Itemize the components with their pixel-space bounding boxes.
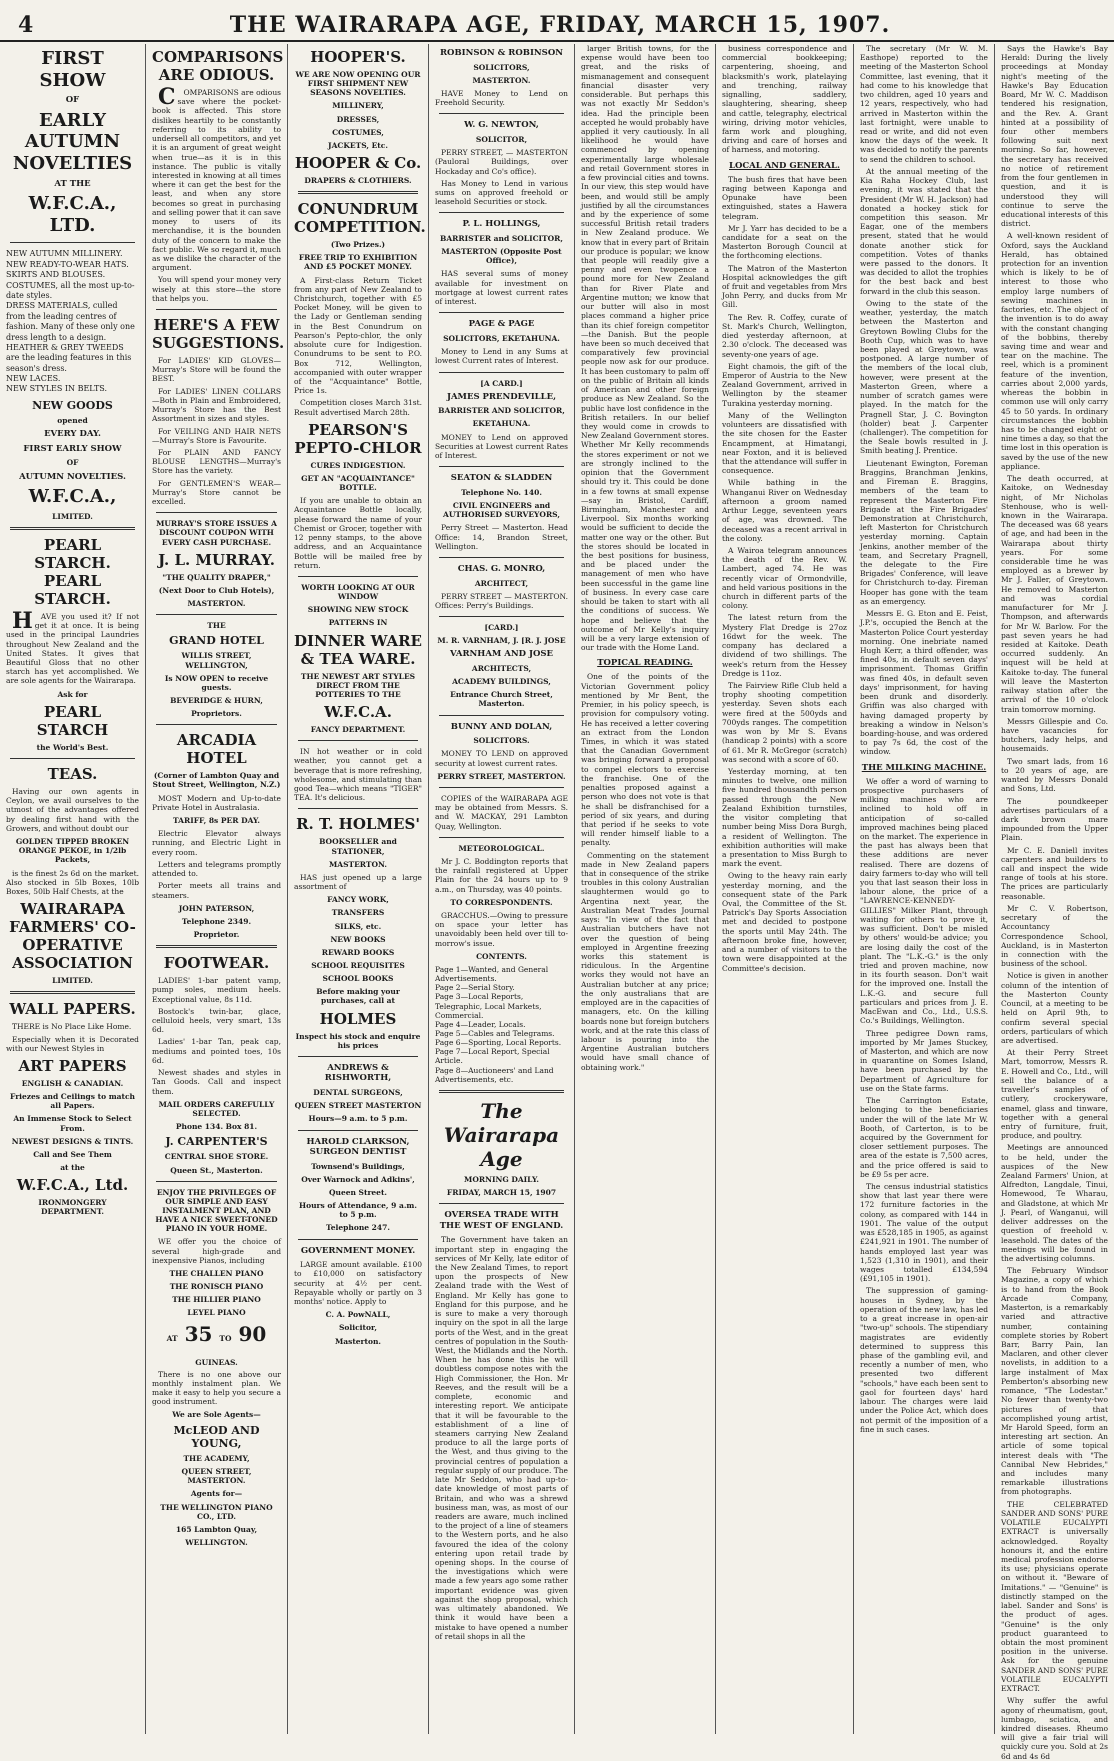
arcadia-tariff: TARIFF, 8s PER DAY. [172, 816, 261, 826]
showing-stock: SHOWING NEW STOCK [307, 605, 409, 615]
local-item: Three pedigree Down rams, imported by Mr James Stuckey, of Masterton, and which are now in quarantine on Somes Island, have been purchased by the Department of Agriculture for use on the State farms. [860, 1028, 988, 1093]
hollings-body: HAS several sums of money available for investment on mortgage at lowest current rates of interest. [435, 269, 568, 307]
opened: opened [57, 416, 88, 426]
two-prizes: (Two Prizes.) [330, 240, 386, 250]
local-item: Many of the Wellington volunteers are dissatisfied with the site chosen for the Easter Encampment, at Himatangi, near Foxton, and it is believed that the attendance will suffer in consequence. [722, 410, 847, 476]
holmes-before: Before making your purchases, call at [316, 987, 400, 1006]
local-item: Says the Hawke's Bay Herald: During the lively proceedings at Monday night's meeting of the Hawke's Bay Education Board, Mr W. C. Maddison tendered his resignation, and the Rev. A. Grant hinted at a possibility of four other members following suit next morning. So far, however, the secretary has received no notice of retirement from the four gentlemen in question, and it is understood they will continue to serve the educational interests of this district. [1001, 44, 1108, 229]
local-item: THE CELEBRATED SANDER AND SONS' PURE VOLATILE EUCALYPTI EXTRACT is universally acknowledged. Royalty honours it, and the entire medical profession endorse its use; physicians operate on without it. "Beware of Imitations." — "Genuine" is distinctly stamped on the label. Sander and Sons' is the product of ages. "Genuine" is the only product guaranteed to obtain the most prominent position in the universe. Ask for the genuine SANDER AND SONS' PURE VOLATILE EUCALYPTI EXTRACT. [1001, 1499, 1108, 1694]
show-title: FIRST SHOW [39, 48, 106, 91]
contents-item: Page 6—Sporting, Local Reports. [435, 1038, 562, 1048]
card-label: [A CARD.] [480, 378, 523, 388]
hooper-list-item: COSTUMES, [332, 127, 384, 137]
carpenter-name: J. CARPENTER'S [165, 1135, 268, 1149]
editorial-date: FRIDAY, MARCH 15, 1907 [446, 1187, 557, 1197]
firm-name: W.F.C.A., [28, 486, 117, 508]
varnham-sub: ARCHITECTS, [471, 664, 532, 674]
holmes-list-item: TRANSFERS [331, 908, 385, 918]
agents-address: QUEEN STREET, MASTERTON. [181, 1467, 252, 1486]
wall-title: WALL PAPERS. [9, 1000, 136, 1019]
piano-guineas: GUINEAS. [195, 1357, 238, 1367]
monro-name: CHAS. G. MONRO, [457, 563, 546, 574]
friezes: Friezes and Ceilings to match all Papers. [10, 1092, 135, 1111]
holmes-list-item: SCHOOL REQUISITES [311, 961, 405, 970]
local-item: The Rev. R. Coffey, curate of St. Mark's Church, Wellington, died yesterday afternoon, at 2.30 o'clock. The deceased was seventy-one years of age. [722, 312, 847, 359]
list-item: DRESS MATERIALS, culled from the leading centres of fashion. Many of these only one dress length to a design. [6, 301, 135, 342]
page-body: Money to Lend in any Sums at lowest Current rates of Interest. [435, 347, 568, 366]
list-item: Ladies' 1-bar Tan, peak cap, mediums and pointed toes, 10s 6d. [152, 1037, 281, 1065]
local-item: The poundkeeper advertises particulars of a dark brown mare impounded from the Upper Plain. [1001, 796, 1108, 843]
local-item: The latest return from the Mystery Flat Dredge is 27oz 16dwt for the week. The company has declared a dividend of two shillings. The week's return from the Hessey Dredge is 11oz. [722, 613, 847, 678]
call-see: Call and See Them [33, 1149, 112, 1159]
arcadia-proprietor: JOHN PATERSON, [178, 903, 255, 913]
firm-ltd: W.F.C.A., Ltd. [16, 1176, 129, 1195]
agents-company-address: 165 Lambton Quay, [175, 1524, 258, 1534]
oversea-trade-body: The Government have taken an important step in engaging the services of Mr Kelly, late editor of the New Zealand Times, to report upon the prospects of New Zealand trade with the West of England. Mr Kelly has gone to England for this purpose, and he is sure to make a very thorough inquiry on the spot in all the large ports of the West, and in the great centres of population in the South-West, the Midlands and the North. When he has done this he will doubtless compose notes with the High Commissioner, the Hon. Mr Reeves, and the result will be a complete, economic and interesting report. We anticipate that it will be favourable to the establishment of a line of steamers carrying New Zealand produce to all the large ports of the West, and thus giving to the provincial centres of population a regular supply of our produce. The late Mr Seddon, who had up-to-date knowledge of most parts of Britain, and who was a shrewd business man, was, as most of our readers are aware, much inclined to the project of a line of steamers to the Western ports, and he also favoured the idea of the colony entering upon retail trade by opening shops. In the course of the investigations which were made a few years ago some rather important evidence was given against the shop proposal, which was ultimately abandoned. We think it would have been a mistake to have opened a number of retail shops in all the [435, 1235, 568, 1641]
clarkson-telephone: Telephone 247. [326, 1223, 390, 1233]
column-5 [574, 44, 715, 1734]
piano-list-item: THE CHALLEN PIANO [169, 1269, 264, 1279]
pearson-title: PEARSON'S PEPTO-CHLOR [294, 420, 422, 457]
newton-body: Has Money to Lend in various sums on approved freehold or leasehold Securities or stock. [435, 178, 568, 207]
varnham-names: M. R. VARNHAM, J. [R. J. JOSE [437, 636, 566, 646]
list-item: NEW LACES. [6, 374, 61, 384]
column-7 [853, 44, 994, 1734]
meteorological-body: Mr J. C. Boddington reports that the rainfall registered at Upper Plain for the 24 hours up to 9 a.m., on Thursday, was 40 points. [435, 856, 568, 894]
agents-company-town: WELLINGTON. [185, 1537, 248, 1547]
show-main: EARLY AUTUMN NOVELTIES [12, 109, 133, 174]
coop-name: WAIRARAPA FARMERS' CO-OPERATIVE ASSOCIATION [9, 900, 136, 973]
editorial-masthead: The Wairarapa Age [443, 1098, 560, 1171]
list-item: COSTUMES, all the most up-to-date styles. [6, 280, 135, 300]
prendeville-name: JAMES PRENDEVILLE, [446, 391, 557, 402]
holmes-list-item: FANCY WORK, [327, 895, 389, 905]
pearson-sub: CURES INDIGESTION. [310, 460, 406, 470]
page-sub: SOLICITORS, EKETAHUNA. [443, 333, 560, 343]
acquaintance-title: GET AN "ACQUAINTANCE" BOTTLE. [301, 473, 415, 493]
show-of: OF [65, 95, 80, 106]
limited-label: LIMITED. [52, 511, 93, 521]
dinner-ware: DINNER WARE & TEA WARE. [294, 631, 422, 668]
seaton-address: Perry Street — Masterton. Head Office: 14, Brandon Street, Wellington. [435, 523, 568, 551]
local-item: The secretary (Mr W. M. Easthope) reported to the meeting of the Masterton School Committee, last evening, that it had come to his knowledge that two children, aged 10 years and 12 years, respectively, who had arrived in Masterton within the last fortnight, were unable to read or write, and did not even know the days of the week. It was decided to notify the parents to send the children to school. [860, 44, 988, 164]
local-item: Owing to the state of the weather, yesterday, the match between the Masterton and Greytown Bowling Clubs for the Booth Cup, which was to have been played at Greytown, was postponed. A large number of the members of the local club, however, were present at the Masterton Green, where a number of scratch games were played. In the match for the Pragnell Star, J. C. Bovington (holder) beat J. Carpenter (challenger). The competition for the Seale bowls resulted in J. Smith beating J. Prentice. [860, 298, 988, 456]
column-2 [145, 44, 287, 1734]
patterns-in: PATTERNS IN [328, 618, 388, 628]
local-item: Yesterday morning, at ten minutes to twelve, one million five hundred thousandth person passed through the New Zealand Exhibition turnstiles, the visitor completing that number being Miss Dora Burgh, a resident of Wellington. The exhibition authorities will make a presentation to Miss Burgh to mark the event. [722, 766, 847, 869]
agents-label: We are Sole Agents— [172, 1410, 261, 1420]
andrews-address: QUEEN STREET MASTERTON [294, 1101, 422, 1111]
hooper-title: HOOPER'S. [310, 48, 406, 66]
varnham-address: Entrance Church Street, Masterton. [450, 690, 553, 709]
piano-head: ENJOY THE PRIVILEGES OF OUR SIMPLE AND EASY INSTALMENT PLAN, AND HAVE A NICE SWEET-TONED PIANO IN YOUR HOME. [155, 1187, 278, 1234]
seaton-telephone: Telephone No. 140. [461, 487, 542, 497]
holmes-body: HAS just opened up a large assortment of [294, 872, 422, 892]
discount-coupon: MURRAY'S STORE ISSUES A DISCOUNT COUPON WITH EVERY CASH PURCHASE. [156, 519, 277, 547]
arcadia-proprietor-label: Proprietor. [193, 930, 240, 939]
list-item: LADIES' 1-bar patent vamp, pump soles, medium heels. Exceptional value, 8s 11d. [152, 976, 281, 1004]
newest-art-styles: THE NEWEST ART STYLES DIRECT FROM THE POTTERIES TO THE [300, 671, 416, 699]
arcadia-letters: Letters and telegrams promptly attended to. [152, 859, 281, 879]
local-general-title: LOCAL AND GENERAL. [729, 160, 840, 171]
holmes-list-item: REWARD BOOKS [321, 947, 395, 957]
hollings-name: P. L. HOLLINGS, [462, 219, 541, 230]
hooper-co: HOOPER & Co. [294, 153, 422, 172]
contents-item: Page 2—Serial Story. [435, 983, 515, 993]
agents-academy: THE ACADEMY, [183, 1453, 250, 1463]
holmes-list-item: SCHOOL BOOKS [322, 974, 394, 984]
at-the: at the [60, 1162, 85, 1172]
piano-price-low: 35 [184, 1321, 213, 1346]
piano-price-high: 90 [238, 1321, 267, 1346]
bunny-sub: SOLICITORS. [473, 736, 530, 746]
column-1 [0, 44, 145, 1734]
footwear-phone: Phone 134. Box 81. [175, 1122, 258, 1132]
masterton-label: Masterton. [334, 1336, 382, 1346]
wall-body-1: THERE is No Place Like Home. [12, 1022, 132, 1032]
grand-proprietors-label: Proprietors. [191, 709, 242, 719]
local-item: Notice is given in another column of the intention of the Masterton County Council, at a meeting to be held on April 9th, to confirm several special orders, particulars of which are advertised. [1001, 971, 1108, 1045]
list-item: For PLAIN AND FANCY BLOUSE LENGTHS—Murray's Store has the variety. [152, 448, 281, 476]
wfca-name: W.F.C.A. [324, 702, 392, 721]
hooper-list-item: JACKETS, Etc. [328, 140, 388, 150]
piano-list-item: LEYEL PIANO [187, 1308, 246, 1318]
new-goods: NEW GOODS [32, 398, 113, 412]
contents-item: Page 3—Local Reports, Telegraphic, Local Markets, Commercial. [435, 992, 542, 1020]
local-item: The Carrington Estate, belonging to the beneficiaries under the will of the late Mr W. Booth, of Carterton, is to be acquired by the Government for closer settlement purposes. The area of the estate is 7,500 acres, and the price offered is said to be £9 5s per acre. [860, 1096, 988, 1179]
comparisons-body: COMPARISONS are odious save where the pocket-book is affected. This store dislikes heartily to be constantly referring to its ability to undersell all competitors, and yet it is an argument of great weight when true—as it is in this instance. The public is vitally interested in knowing at all times where it can get the best for the least, and when any store becomes so great in purchasing and selling power that it can save money to users of its merchandise, it is the bounden duty of the concern to make the fact public. We so regard it, much as we dislike the character of the argument. [152, 84, 281, 273]
list-item: NEW READY-TO-WEAR HATS. [6, 259, 129, 269]
dental-surgeons: DENTAL SURGEONS, [313, 1088, 403, 1098]
local-item: Mr C. V. Robertson, secretary of the Accountancy Correspondence School, Auckland, is in Masterton in connection with the business of the school. [1001, 903, 1108, 969]
robinson-name: ROBINSON & ROBINSON [439, 48, 563, 58]
local-item: Lieutenant Ewington, Foreman Braggins, Branchman Jenkins, and Fireman E. Braggins, members of the team to represent the Masterton Fire Brigade at the Fire Brigades' Demonstration at Christchurch, left Masterton for Christchurch yesterday morning. Captain Jenkins, another member of the team, and Secretary Pragnell, the delegate to the Fire Brigades' Conference, will leave for Christchurch to-day. Fireman Hooper has gone with the team as an emergency. [860, 458, 988, 606]
oversea-trade-continued: larger British towns, for the expense would have been too great, and the risks of mismanagement and consequent financial disaster very considerable. But perhaps this was not exactly Mr Seddon's idea. Had the principle been accepted he would probably have applied it very cautiously. In all likelihood he would have commenced by opening experimentally large wholesale and retail Government stores in a few provincial cities and towns. In our view, this step would have been, and would still be amply justified by all the circumstances and by the experience of some successful British retail traders in New Zealand produce. We know that in every part of Britain our produce is popular; we know that people will readily give a penny and even twopence a pound more for New Zealand than for River Plate and Argentine mutton; we know that our butter will also in most places command a higher price than its chief foreign competitor—the Danish. But the people have been so much deceived that comparatively few provincial people now ask for our produce. It has been customary to palm off on the public of Britain all kinds of American and other foreign produce as New Zealand. So the public have lost confidence in the British retailers. In our belief they would come in crowds to New Zealand Government stores. Whether Mr Kelly recommends the stores experiment or not we are strongly inclined to the opinion that the Government should try it. This could be done in a few towns at small expense—say in Bristol, Cardiff, Birmingham, Manchester and Liverpool. Six months working would be sufficient to decide the matter one way or the other. But the stores should be located in the best positions for business, and be placed under the management of men who have been successful in the game line of business. In every case care should be taken to start with all the conditions of success. We hope and believe that the outcome of Mr Kelly's inquiry will be a very large extension of our trade with the Home Land. [581, 44, 709, 653]
govt-money-title: GOVERNMENT MONEY. [300, 1245, 416, 1256]
holmes-inspect: Inspect his stock and enquire his prices [295, 1031, 421, 1050]
piano-offer: WE offer you the choice of several high-grade and inexpensive Pianos, including [152, 1237, 281, 1265]
comparisons-title: COMPARISONS ARE ODIOUS. [152, 48, 284, 84]
first-early-show: FIRST EARLY SHOW [23, 443, 122, 454]
topical-body-1: One of the points of the Victorian Government policy mentioned by Mr Bent, the Premier, in his policy speech, is provision for compulsory voting. He has received a letter covering an extract from the London Times, in which it was stated that the Canadian Government was bringing forward a proposal to compel electors to exercise the franchise. One of the penalties proposed against a person who does not vote is that he shall be disfranchised for a period of six years, and during that period if he seeks to vote will render himself liable to a penalty. [581, 672, 709, 848]
conundrum-body: A First-class Return Ticket from any part of New Zealand to Christchurch, together with £5 Pocket Money, will be given to the Lady or Gentleman sending in the Best Conundrum on Pearson's Pepto-chlor, the only absolute cure for Indigestion. Conundrums to be sent to P.O. Box 712, Wellington, accompanied with outer wrapper of the "Acquaintance" Bottle, Price 1s. [294, 275, 422, 396]
murray-address: (Next Door to Club Hotels), [158, 585, 275, 595]
robinson-town: MASTERTON. [472, 75, 531, 85]
newton-sub: SOLICITOR, [475, 134, 528, 144]
newest-designs: NEWEST DESIGNS & TINTS. [11, 1136, 134, 1146]
holmes-town: MASTERTON. [328, 859, 388, 869]
arcadia-telephone: Telephone 2349. [181, 916, 252, 926]
hooper-open: WE ARE NOW OPENING OUR FIRST SHIPMENT NEW SEASONS NOVELTIES. [295, 70, 421, 98]
andrews-hours: Hours—9 a.m. to 5 p.m. [308, 1114, 408, 1124]
agents-company: THE WELLINGTON PIANO CO., LTD. [160, 1502, 273, 1521]
newton-address: PERRY STREET, — MASTERTON (Pauloral Buildings, over Hockaday and Co's office). [435, 148, 568, 176]
holmes-title: R. T. HOLMES' [296, 815, 420, 834]
acquaintance-body: If you are unable to obtain an Acquaintance Bottle locally, please forward the name of your Chemist or Grocer, together with 12 penny stamps, to the above address, and an Acquaintance Bottle will be mailed free by return. [294, 496, 422, 570]
holmes-name: HOLMES [319, 1009, 397, 1028]
agents-for: Agents for— [190, 1489, 243, 1499]
govt-money-body: LARGE amount available. £100 to £10,000 on satisfactory security at 4½ per cent. Repayable wholly or partly on 3 months' notice. Apply to [294, 1260, 422, 1307]
piano-to: TO [219, 1333, 232, 1343]
piano-list-item: THE HILLIER PIANO [172, 1295, 261, 1305]
column-4 [428, 44, 574, 1734]
list-item: HEATHER & GREY TWEEDS are the leading features in this season's dress. [6, 342, 132, 373]
seaton-name: SEATON & SLADDEN [450, 473, 553, 484]
list-item: For LADIES' KID GLOVES—Murray's Store will be found the BEST. [152, 356, 281, 384]
bunny-address: PERRY STREET, MASTERTON. [437, 771, 566, 781]
page-number: 4 [18, 12, 34, 38]
art-sub: ENGLISH & CANADIAN. [21, 1078, 124, 1088]
list-item: For VEILING AND HAIR NETS—Murray's Store is Favourite. [152, 426, 281, 445]
list-item: Newest shades and styles in Tan Goods. Call and inspect them. [152, 1068, 281, 1096]
list-item: NEW STYLES IN BELTS. [6, 384, 108, 394]
list-item: NEW AUTUMN MILLINERY. [6, 249, 123, 259]
milking-machine-body: We offer a word of warning to prospective purchasers of milking machines who are inclined to hold off in anticipation of so-called improved machines being placed on the market. The experience in the past has always been that these additions are never realised. There are dozens of dairy farmers to-day who will tell you that last season their loss in labour alone, the price of a "LAWRENCE-KENNEDY-GILLIES" Milker Plant, through waiting for others to prove it, was sufficient. Don't be misled by others' would-be advice; you are losing daily the cost of the plant. The "L.K.-G." is the only tried and proven machine, now in its fourth season. Don't wait for the improved one. Install the L.K.-G. and secure full particulars and prices from J. E. MacEwan and Co., Ltd., U.S.S. Co.'s Buildings, Wellington. [860, 776, 988, 1026]
prendeville-body: MONEY to Lend on approved Securities at Lowest current Rates of Interest. [435, 432, 568, 461]
murray-sub: "THE QUALITY DRAPER," [162, 572, 271, 582]
ironmongery: IRONMONGERY DEPARTMENT. [38, 1198, 107, 1217]
grand-open: Is NOW OPEN to receive guests. [164, 673, 269, 692]
murray-town: MASTERTON. [187, 599, 246, 609]
list-item: SKIRTS AND BLOUSES. [6, 270, 106, 280]
govt-money-name: C. A. PowNALL, [325, 1310, 391, 1320]
pearl-best: the World's Best. [36, 742, 109, 752]
conundrum-title: CONUNDRUM COMPETITION. [294, 200, 426, 237]
pearl-ask: Ask for [57, 689, 88, 699]
grand-proprietors: BEVERIDGE & HURN, [170, 696, 263, 706]
list-item: For GENTLEMEN'S WEAR—Murray's Store cannot be excelled. [152, 478, 281, 507]
conundrum-close: Competition closes March 31st. Result advertised March 28th. [294, 398, 422, 417]
prendeville-town: EKETAHUNA. [472, 419, 531, 429]
of-label: OF [66, 458, 79, 468]
column-6 [715, 44, 853, 1734]
free-trip: FREE TRIP TO EXHIBITION AND £5 POCKET MONEY. [298, 253, 418, 272]
robinson-body: HAVE Money to Lend on Freehold Security. [435, 88, 568, 108]
clarkson-over: Over Warnock and Adkins', [301, 1174, 415, 1184]
column-8 [994, 44, 1114, 1761]
arcadia-address: (Corner of Lambton Quay and Stout Street, Wellington, N.Z.) [152, 771, 281, 790]
local-item: The Matron of the Masterton Hospital acknowledges the gift of fruit and vegetables from Mrs John Perry, and ducks from Mr Gill. [722, 263, 847, 310]
clarkson-street: Queen Street. [328, 1188, 388, 1198]
piano-note: There is no one above our monthly instalment plan. We make it easy to help you secure a good instrument. [152, 1369, 281, 1407]
grand-address: WILLIS STREET, WELLINGTON, [181, 651, 252, 670]
piano-at: AT [166, 1333, 178, 1343]
meteorological-title: METEOROLOGICAL. [458, 843, 545, 853]
hooper-sub: DRAPERS & CLOTHIERS. [304, 175, 412, 185]
hollings-address: MASTERTON (Opposite Post Office), [441, 247, 562, 266]
solicitor-label: Solicitor, [338, 1323, 378, 1333]
arcadia-electric: Electric Elevator always running, and Electric Light in every room. [152, 829, 281, 857]
piano-price [152, 1322, 281, 1370]
holmes-list-item: SILKS, etc. [334, 921, 382, 931]
masthead [0, 0, 1114, 42]
agents-name: McLEOD AND YOUNG, [173, 1423, 260, 1450]
local-item: Mr J. Yarr has decided to be a candidate for a seat on the Masterton Borough Council at the forthcoming elections. [722, 223, 847, 261]
carpenter-address: Queen St., Masterton. [170, 1165, 263, 1175]
page-name: PAGE & PAGE [468, 319, 535, 330]
contents-title: CONTENTS. [476, 951, 527, 961]
local-item: The bush fires that have been raging between Kaponga and Opunake have been extinguished, states a Hawera telegram. [722, 174, 847, 221]
contents-item: Page 8—Auctioneers' and Land Advertisements, etc. [435, 1065, 554, 1084]
local-item: Eight chamois, the gift of the Emperor of Austria to the New Zealand Government, arrived in Wellington by the steamer Turakina yesterday morning. [722, 361, 847, 408]
art-title: ART PAPERS [18, 1056, 127, 1075]
suggestions-title: HERE'S A FEW SUGGESTIONS. [152, 316, 285, 353]
morning-daily: MORNING DAILY. [464, 1174, 539, 1184]
clarkson-name: HAROLD CLARKSON, SURGEON DENTIST [306, 1136, 410, 1158]
pearl-title: PEARL STARCH. PEARL STARCH. [34, 535, 111, 608]
arcadia-title: ARCADIA HOTEL [176, 731, 257, 768]
local-item: The February Windsor Magazine, a copy of which is to hand from the Book Arcade Company, Masterton, is a remarkably varied and attractive number, containing complete stories by Robert Barr, Barry Pain, Ian Maclaren, and other clever novelists, in addition to a large instalment of Max Pemberton's absorbing new romance, "The Lodestar." No fewer than twenty-two pictures of that accomplished young artist, Mr Harold Speed, form an interesting art section. An article of some topical interest deals with "The Cannibal New Hebrides," and includes many remarkable illustrations from photographs. [1001, 1266, 1108, 1497]
fancy-department: FANCY DEPARTMENT. [310, 724, 406, 734]
coop-limited: LIMITED. [52, 976, 93, 986]
show-items [6, 249, 139, 394]
murray-name: J. L. MURRAY. [158, 550, 275, 569]
local-item: Meetings are announced to be held, under the auspices of the New Zealand Farmers' Union, at Alfredton, Langdale, Tinui, Homewood, Te Wharau, and Gladstone, at which Mr J. Pearl, of Wanganui, will deliver addresses on the question of freehold v. leasehold. The dates of the meetings will be found in the advertising columns. [1001, 1143, 1108, 1263]
teas-body: Having our own agents in Ceylon, we avail ourselves to the utmost of the advantages offered by dealing first hand with the Growers, and without doubt our [6, 786, 139, 833]
worth-looking: WORTH LOOKING AT OUR WINDOW [301, 583, 415, 602]
local-item: The death occurred, at Kaitoke, on Wednesday night, of Mr Nicholas Stenhouse, who is well-known in the Wairarapa. The deceased was 68 years of age, and had been in the Wairarapa about thirty years. For some considerable time he was employed as a brewer by Mr J. Faller, of Greytown. He removed to Masterton and was cordial manufacturer for Mr J. Thompson, and afterwards for Mr W. Barlow. For the past seven years he had resided at Kaitoke. Death occurred suddenly. An inquest will be held at Kaitoke to-day. The funeral will leave the Masterton railway station after the arrival of the 10 o'clock train tomorrow morning. [1001, 474, 1108, 714]
clarkson-building: Townsend's Buildings, [311, 1161, 405, 1171]
local-item: Why suffer the awful agony of rheumatism, gout, lumbago, sciatica, and kindred diseases. Rheumo will give a fair trial will quickly cure you. Sold at 2s 6d and 4s 6d [1001, 1696, 1108, 1761]
clarkson-hours: Hours of Attendance, 9 a.m. to 5 p.m. [299, 1201, 417, 1220]
milking-machine-title: THE MILKING MACHINE. [861, 762, 987, 773]
seaton-sub: CIVIL ENGINEERS and AUTHORISED SURVEYORS, [443, 501, 560, 520]
arcadia-body: MOST Modern and Up-to-date Private Hotel in Australasia. [152, 793, 281, 812]
list-item: Bostock's twin-bar, glace, celluloid heels, very smart, 13s 6d. [152, 1006, 281, 1035]
prendeville-sub: BARRISTER AND SOLICITOR, [438, 406, 565, 416]
piano-list-item: THE RONISCH PIANO [169, 1282, 264, 1292]
mail-orders: MAIL ORDERS CAREFULLY SELECTED. [158, 1099, 275, 1118]
copies-notice: COPIES of the WAIRARAPA AGE may be obtained from Messrs. S. and W. MACKAY, 291 Lambton Quay, Wellington. [435, 793, 568, 831]
pearl-name: PEARL STARCH [36, 702, 109, 739]
local-item: At their Perry Street Mart, tomorrow, Messrs R. E. Howell and Co., Ltd., will sell the balance of a traveller's samples of cutlery, crockeryware, enamel, glass and tinware, together with a general entry of furniture, fruit, produce, and poultry. [1001, 1048, 1108, 1141]
every-day: EVERY DAY. [44, 429, 101, 440]
show-at: AT THE [54, 178, 91, 189]
teas-title: TEAS. [47, 764, 98, 783]
local-item: Messrs E. G. Eton and E. Feist, J.P.'s, occupied the Bench at the Masterton Police Court yesterday morning. One inebriate named Hugh Kerr, a third offender, was fined 40s, in default seven days' imprisonment. Thomas Griffin was fined 40s, in default seven days' imprisonment, for having been drunk and disorderly. Griffin was also charged with having damaged property by breaking a window in Nelson's boarding-house, and was ordered to pay 7s 6d, the cost of the window. [860, 609, 988, 757]
show-firm: W.F.C.A., LTD. [28, 193, 117, 236]
trades-continued: business correspondence and commercial bookkeeping; carpentering, shoeing, and blacksmith's work, platelaying and trenching, railway signalling, saddlery, slaughtering, shearing, sheep and cattle, telegraphy, electrical wiring, driving motor vehicles, farm work and ploughing, driving and care of horses and of harness, and motoring. [722, 44, 847, 155]
contents-item: Page 5—Cables and Telegrams. [435, 1029, 555, 1038]
list-item: For LADIES' LINEN COLLARS—Both in Plain and Embroidered, Murray's Store has the Best Assortment in sizes and styles. [152, 386, 281, 424]
contents-item: Page 4—Leader, Locals. [435, 1019, 526, 1029]
immense: An Immense Stock to Select From. [13, 1114, 132, 1133]
local-item: The suppression of gaming-houses in Sydney, by the operation of the new law, has led to a great increase in open-air "two-up" schools. The stipendiary magistrates are evidently determined to suppress this phase of the gambling evil, and recently a number of men, who presented two different "schools," have each been sent to gaol for fourteen days' hard labour. The charges were laid under the Police Act, which does not permit of the imposition of a fine in such cases. [860, 1286, 988, 1434]
column-3 [287, 44, 428, 1734]
local-item: While bathing in the Whanganui River on Wednesday afternoon a groom named Arthur Legge, seventeen years of age, was drowned. The deceased was a recent arrival in the colony. [722, 478, 847, 543]
local-item: A well-known resident of Oxford, says the Auckland Herald, has obtained protection for an invention which is likely to be of interest to those who employ large numbers of sewing machines in factories, etc. The object of the invention is to do away with the constant changing of the bobbins, thereby saving time and wear and tear on the machine. The reel, which is a prominent feature of the invention, carries about 2,000 yards, whereas the bobbin in common use will only carry 45 to 50 yards. In ordinary circumstances the bobbin has to be changed eight or nine times a day, so that the time lost in this operation is saved by the use of the new appliance. [1001, 231, 1108, 471]
card-label-2: [CARD.] [484, 623, 519, 633]
carpenter-store: CENTRAL SHOE STORE. [164, 1152, 269, 1162]
local-item: The Fairview Rifle Club held a trophy shooting competition yesterday. Seven shots each were fired at the 500yds and 700yds ranges. The competition was won by Mr S. Evans (handicap 2 points) with a score of 61. Mr R. McGregor (scratch) was second with a score of 60. [722, 681, 847, 764]
local-item: Mr C. E. Daniell invites carpenters and builders to call and inspect the wide range of tools at his store. The prices are particularly reasonable. [1001, 845, 1108, 901]
comparisons-body-2: You will spend your money very wisely at this store—the store that helps you. [152, 275, 281, 303]
local-item: Two smart lads, from 16 to 20 years of age, are wanted by Messrs Donald and Sons, Ltd. [1001, 756, 1108, 794]
grand-the: THE [207, 621, 226, 631]
newspaper-title: THE WAIRARAPA AGE, FRIDAY, MARCH 15, 1907. [229, 12, 891, 38]
correspondents-body: GRACCHUS.—Owing to pressure on space your letter has unavoidably been held over till to-morrow's issue. [435, 911, 568, 948]
topical-body-2: Commenting on the statement made in New Zealand papers that in consequence of the strike troubles in this colony Australian slaughtermen would go to Argentina next year, the Australian Meat Trades Journal says: "In view of the fact that Australian butchers have not over the question of being employed in Argentine freezing works this statement is ridiculous. In the Argentine works they would not have an Australian butcher at any price; the only australians that are employed are in the capacities of managers, etc. On the killing boards none but foreign butchers work, and at the rate this class of labour is pouring into the Argentine Australian butchers would have small chance of obtaining work." [581, 850, 709, 1072]
holmes-sub: BOOKSELLER and STATIONER, [319, 837, 397, 856]
teas-golden: GOLDEN TIPPED BROKEN ORANGE PEKOE, in 1/2lb Packets, [15, 837, 130, 865]
bunny-name: BUNNY AND DOLAN, [450, 721, 553, 732]
monro-sub: ARCHITECT, [474, 578, 529, 588]
hooper-list-item: MILLINERY, [332, 101, 384, 111]
robinson-sub: SOLICITORS, [473, 62, 530, 72]
monro-address: PERRY STREET — MASTERTON. Offices: Perry's Buildings. [435, 591, 568, 610]
local-item: Owing to the heavy rain early yesterday morning, and the consequent state of the Park Oval, the Committee of the St. Patrick's Day Sports Association met and decided to postpone the sports until May 24th. The afternoon broke fine, however, and a number of visitors to the town were disappointed at the Committee's decision. [722, 871, 847, 973]
correspondents-title: TO CORRESPONDENTS. [450, 897, 553, 907]
varnham-name: VARNHAM AND JOSE [449, 649, 554, 660]
tiger-tea: IN hot weather or in cold weather, you cannot get a beverage that is more refreshing, wholesome, and stimulating than good Tea—which means "TIGER" TEA. It's delicious. [294, 747, 422, 803]
autumn-novelties: AUTUMN NOVELTIES. [19, 471, 126, 482]
topical-reading-title: TOPICAL READING. [597, 658, 693, 669]
local-item: At the annual meeting of the Kia Raha Hockey Club, last evening, it was stated that the President (Mr W. H. Jackson) had donated a hockey stick for competition this season. Mr Eagar, one of the members present, stated that he would donate another stick for competition. Votes of thanks were passed to the donors. It was decided to allot the trophies for the best back and best forward in the club this season. [860, 166, 988, 296]
contents-item: Page 1—Wanted, and General Advertisements. [435, 965, 549, 984]
newton-name: W. G. NEWTON, [464, 120, 539, 131]
hollings-sub: BARRISTER and SOLICITOR, [439, 234, 564, 244]
local-item: The census industrial statistics show that last year there were 172 furniture factories in the colony, as compared with 144 in 1901. The value of the output was £528,185 in 1905, as against £241,921 in 1901. The number of hands employed last year was 1,523 (1,310 in 1901), and their wages totalled £134,594 (£91,105 in 1901). [860, 1182, 988, 1284]
oversea-trade-title: OVERSEA TRADE WITH THE WEST OF ENGLAND. [439, 1210, 564, 1231]
varnham-building: ACADEMY BUILDINGS, [452, 677, 551, 687]
pearl-body: HAVE you used it? If not get it at once. It is being used in the principal Laundries throughout New Zealand and the United States. It gives that Beautiful Gloss that no other starch has yet accomplished. We are sole agents for the Wairarapa. [6, 607, 139, 686]
local-item: Messrs Gillespie and Co. have vacancies for butchers, lady helps, and housemaids. [1001, 716, 1108, 754]
arcadia-porter: Porter meets all trains and steamers. [152, 881, 281, 900]
footwear-title: FOOTWEAR. [163, 954, 270, 973]
holmes-list-item: NEW BOOKS [330, 934, 386, 944]
local-item: A Wairoa telegram announces the death of the Rev. W. Lambert, aged 74. He was recently vicar of Ormondville, and held various positions in the church in different parts of the colony. [722, 545, 847, 611]
bunny-body: MONEY TO LEND on approved security at lowest current rates. [435, 749, 568, 768]
teas-finest: is the finest 2s 6d on the market. Also stocked in 5lb Boxes, 10lb Boxes, 50lb Half Chests, at the [6, 868, 139, 896]
grand-hotel-title: GRAND HOTEL [169, 634, 264, 648]
wall-body-2: Especially when it is Decorated with our Newest Styles in [6, 1034, 139, 1053]
andrews-name: ANDREWS & RISHWORTH, [324, 1062, 392, 1084]
hooper-list-item: DRESSES, [336, 114, 380, 124]
contents-item: Page 7—Local Report, Special Article. [435, 1047, 550, 1066]
